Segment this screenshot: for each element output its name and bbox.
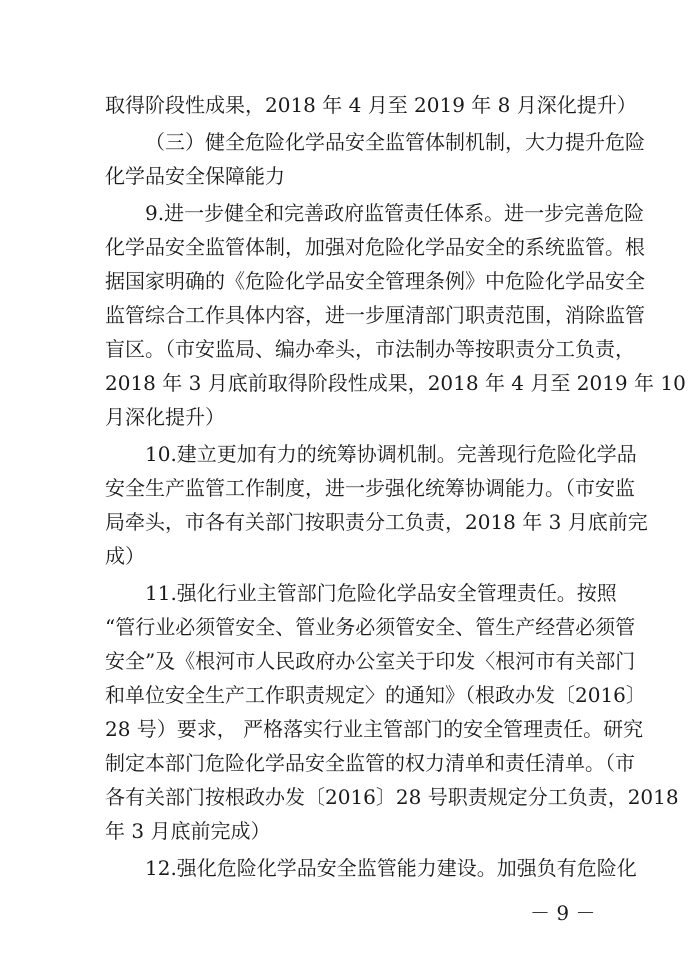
text-line: 年 3 月底前完成） xyxy=(105,819,271,843)
text-line: 28 号）要求， 严格落实行业主管部门的安全管理责任。研究 xyxy=(105,717,644,741)
text-line: 局牵头，市各有关部门按职责分工负责，2018 年 3 月底前完 xyxy=(105,510,648,534)
section-heading-line: （三）健全危险化学品安全监管体制机制，大力提升危险 xyxy=(145,130,645,154)
text-line: 月深化提升） xyxy=(105,405,225,429)
text-line: 监管综合工作具体内容，进一步厘清部门职责范围，消除监管 xyxy=(105,303,645,327)
paragraph-first-line: 12.强化危险化学品安全监管能力建设。加强负有危险化 xyxy=(145,856,637,880)
text-line: 安全”及《根河市人民政府办公室关于印发〈根河市有关部门 xyxy=(105,649,636,673)
paragraph-first-line: 10.建立更加有力的统筹协调机制。完善现行危险化学品 xyxy=(145,442,637,466)
paragraph-first-line: 11.强化行业主管部门危险化学品安全管理责任。按照 xyxy=(145,581,617,605)
text-line: 据国家明确的《危险化学品安全管理条例》中危险化学品安全 xyxy=(105,269,645,293)
section-heading-line: 化学品安全保障能力 xyxy=(105,164,285,188)
text-line: 和单位安全生产工作职责规定〉的通知》（根政办发〔2016〕 xyxy=(105,683,646,707)
paragraph-first-line: 9.进一步健全和完善政府监管责任体系。进一步完善危险 xyxy=(145,201,645,225)
text-line: 盲区。（市安监局、编办牵头，市法制办等按职责分工负责， xyxy=(105,337,635,361)
text-line: 取得阶段性成果，2018 年 4 月至 2019 年 8 月深化提升） xyxy=(105,93,637,117)
text-line: 2018 年 3 月底前取得阶段性成果，2018 年 4 月至 2019 年 10 xyxy=(105,371,686,395)
text-line: 制定本部门危险化学品安全监管的权力清单和责任清单。（市 xyxy=(105,751,635,775)
text-line: 各有关部门按根政办发〔2016〕28 号职责规定分工负责，2018 xyxy=(105,785,679,809)
text-line: 化学品安全监管体制，加强对危险化学品安全的系统监管。根 xyxy=(105,235,645,259)
text-line: 成） xyxy=(105,544,145,568)
text-line: “管行业必须管安全、管业务必须管安全、管生产经营必须管 xyxy=(105,615,636,639)
text-line: 安全生产监管工作制度，进一步强化统筹协调能力。（市安监 xyxy=(105,476,635,500)
page-number: － 9 － xyxy=(530,901,596,925)
